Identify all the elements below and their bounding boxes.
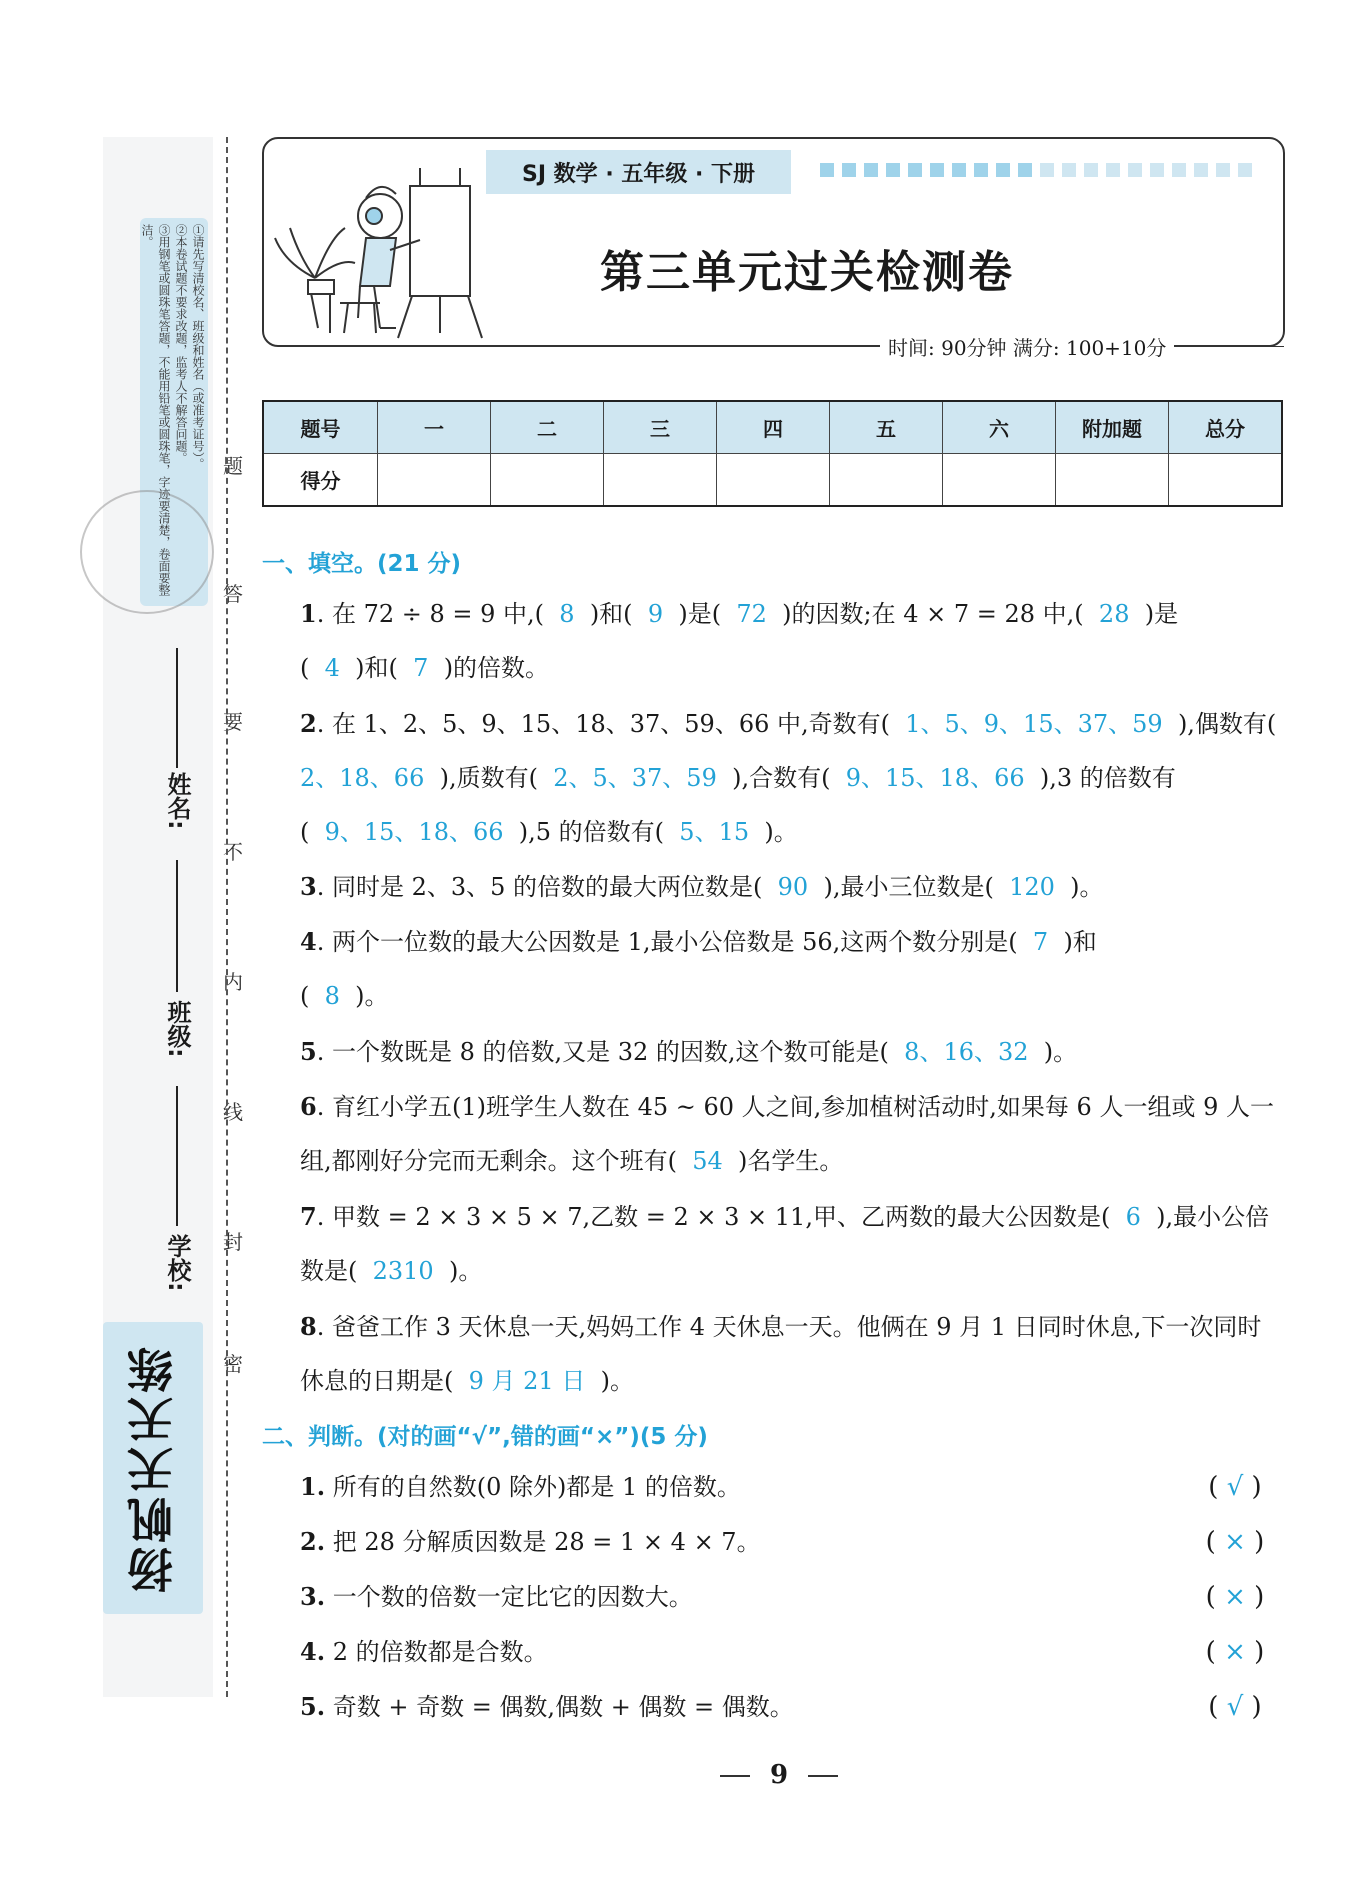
score-header-cell: 六 — [943, 401, 1056, 454]
judge-answer: √ — [1226, 1472, 1244, 1502]
score-header-cell: 四 — [717, 401, 830, 454]
answer-blank[interactable]: 2、5、37、59 — [553, 764, 717, 792]
question-7: 7. 甲数 = 2 × 3 × 5 × 7,乙数 = 2 × 3 × 11,甲、乙两数的最大公因数是( 6 ),最小公倍数是( 2310 )。 — [300, 1202, 1270, 1285]
judge-answer-box-3[interactable]: ( × ) — [1205, 1582, 1265, 1612]
seal-char-2: 封 — [223, 1230, 243, 1254]
judge-answer-box-2[interactable]: ( × ) — [1205, 1527, 1265, 1557]
score-cell[interactable] — [378, 454, 491, 507]
judge-number: 4. — [300, 1637, 326, 1666]
judge-number: 5. — [300, 1692, 326, 1721]
judge-text: 一个数的倍数一定比它的因数大。 — [332, 1583, 693, 1611]
stamp-watermark — [80, 490, 214, 614]
answer-blank[interactable]: 2、18、66 — [300, 764, 425, 792]
judge-answer: × — [1224, 1527, 1246, 1557]
answer-blank[interactable]: 7 — [1032, 928, 1049, 956]
judge-number: 3. — [300, 1582, 326, 1611]
score-header-cell: 三 — [604, 401, 717, 454]
answer-blank[interactable]: 9 月 21 日 — [468, 1367, 586, 1395]
answer-blank[interactable]: 9 — [647, 600, 664, 628]
brand-panel — [103, 1322, 203, 1614]
page-title: 第三单元过关检测卷 — [600, 247, 1014, 298]
class-label: 班级: — [163, 1000, 191, 1058]
answer-blank[interactable]: 8、16、32 — [904, 1038, 1029, 1066]
question-2: 2. 在 1、2、5、9、15、18、37、59、66 中,奇数有( 1、5、9、15、37、59 ),偶数有( 2、18、66 ),质数有( 2、5、37、59 ),合数有( 9、15、18、66 ),3 的倍数有 ( 9、15、18、66 ),5 的倍数有( 5、15 )。 — [300, 709, 1284, 846]
answer-blank[interactable]: 8 — [559, 600, 575, 628]
score-cell[interactable] — [491, 454, 604, 507]
answer-blank[interactable]: 7 — [413, 654, 429, 682]
score-header-cell: 二 — [491, 401, 604, 454]
question-3: 3. 同时是 2、3、5 的倍数的最大两位数是( 90 ),最小三位数是( 120 )。 — [300, 872, 1104, 901]
page-number-value: 9 — [770, 1760, 789, 1790]
seal-char-7: 答 — [223, 582, 243, 606]
judge-question-5 — [300, 1680, 794, 1734]
seal-char-8: 题 — [223, 454, 243, 478]
score-table — [262, 400, 1283, 507]
answer-blank[interactable]: 6 — [1125, 1203, 1141, 1231]
answer-blank[interactable]: 4 — [324, 654, 340, 682]
judge-answer-box-1[interactable]: ( √ ) — [1208, 1472, 1262, 1502]
score-cell[interactable] — [1169, 454, 1283, 507]
score-header-cell: 附加题 — [1056, 401, 1169, 454]
question-1: 1. 在 72 ÷ 8 = 9 中,( 8 )和( 9 )是( 72 )的因数;在 4 × 7 = 28 中,( 28 )是 ( 4 )和( 7 )的倍数。 — [300, 599, 1179, 682]
judge-answer: × — [1224, 1637, 1246, 1667]
score-cell[interactable] — [943, 454, 1056, 507]
page-number — [700, 1760, 858, 1790]
seal-char-1: 密 — [223, 1352, 243, 1376]
seal-char-5: 不 — [223, 840, 243, 864]
school-label: 学校: — [163, 1234, 191, 1292]
answer-blank[interactable]: 8 — [324, 982, 340, 1010]
judge-answer: √ — [1226, 1692, 1244, 1722]
score-cell[interactable] — [830, 454, 943, 507]
painter-illustration — [270, 168, 490, 340]
instruction-3: ③用钢笔或圆珠笔答题，不能用铅笔或圆珠笔，字迹要清楚，卷面要整洁。 — [140, 224, 171, 596]
answer-blank[interactable]: 1、5、9、15、37、59 — [905, 710, 1163, 738]
score-cell[interactable] — [604, 454, 717, 507]
question-5: 5. 一个数既是 8 的倍数,又是 32 的因数,这个数可能是( 8、16、32 )。 — [300, 1037, 1078, 1066]
answer-blank[interactable]: 120 — [1009, 873, 1055, 901]
seal-char-4: 内 — [223, 970, 243, 994]
answer-blank[interactable]: 2310 — [372, 1257, 434, 1285]
instruction-1: ①请先写清校名、班级和姓名（或准考证号）。 — [191, 224, 205, 470]
answer-blank[interactable]: 9、15、18、66 — [324, 818, 504, 846]
answer-blank[interactable]: 9、15、18、66 — [845, 764, 1025, 792]
score-header-row — [263, 401, 1282, 454]
score-cell[interactable] — [1056, 454, 1169, 507]
exam-meta: 时间: 90分钟 满分: 100+10分 — [880, 332, 1174, 361]
score-value-row — [263, 454, 1282, 507]
decorative-squares — [820, 163, 1252, 177]
name-label: 姓名: — [163, 772, 191, 830]
judge-text: 奇数 + 奇数 = 偶数,偶数 + 偶数 = 偶数。 — [332, 1693, 794, 1721]
score-row-label: 得分 — [263, 454, 378, 507]
answer-blank[interactable]: 90 — [777, 873, 809, 901]
judge-text: 2 的倍数都是合数。 — [332, 1638, 548, 1666]
score-header-cell: 总分 — [1169, 401, 1283, 454]
judge-answer-box-5[interactable]: ( √ ) — [1208, 1692, 1262, 1722]
judge-text: 所有的自然数(0 除外)都是 1 的倍数。 — [332, 1473, 741, 1501]
score-header-cell: 五 — [830, 401, 943, 454]
judge-text: 把 28 分解质因数是 28 = 1 × 4 × 7。 — [332, 1528, 761, 1556]
school-field[interactable] — [176, 1086, 178, 1226]
judge-question-4 — [300, 1625, 548, 1679]
section-2-title: 二、判断。(对的画“√”,错的画“×”)(5 分) — [262, 1424, 708, 1450]
answer-blank[interactable]: 72 — [736, 600, 767, 628]
question-4: 4. 两个一位数的最大公因数是 1,最小公倍数是 56,这两个数分别是( 7 )和 ( 8 )。 — [300, 927, 1097, 1010]
name-field[interactable] — [176, 648, 178, 768]
book-tag: SJ 数学 · 五年级 · 下册 — [486, 150, 791, 194]
section-1-title: 一、填空。(21 分) — [262, 551, 462, 577]
question-8: 8. 爸爸工作 3 天休息一天,妈妈工作 4 天休息一天。他俩在 9 月 1 日同时休息,下一次同时休息的日期是( 9 月 21 日 )。 — [300, 1312, 1262, 1395]
answer-blank[interactable]: 54 — [692, 1147, 723, 1175]
answer-blank[interactable]: 5、15 — [679, 818, 750, 846]
score-cell[interactable] — [717, 454, 830, 507]
class-field[interactable] — [176, 860, 178, 992]
seal-char-3: 线 — [223, 1100, 243, 1124]
judge-question-2 — [300, 1515, 761, 1569]
brand-name: 扬帆天天练 — [126, 1343, 180, 1593]
question-6: 6. 育红小学五(1)班学生人数在 45 ~ 60 人之间,参加植树活动时,如果每 6 人一组或 9 人一组,都刚好分完而无剩余。这个班有( 54 )名学生。 — [300, 1092, 1274, 1175]
judge-answer-box-4[interactable]: ( × ) — [1205, 1637, 1265, 1667]
score-header-cell: 一 — [378, 401, 491, 454]
seal-dashed-line — [226, 137, 228, 1697]
judge-number: 1. — [300, 1472, 326, 1501]
seal-char-6: 要 — [223, 710, 243, 734]
judge-question-1 — [300, 1460, 741, 1514]
score-header-cell: 题号 — [263, 401, 378, 454]
judge-number: 2. — [300, 1527, 326, 1556]
judge-question-3 — [300, 1570, 693, 1624]
instruction-2: ②本卷试题不要求改题，监考人不解答问题。 — [174, 224, 188, 464]
answer-blank[interactable]: 28 — [1098, 600, 1130, 628]
judge-answer: × — [1224, 1582, 1246, 1612]
